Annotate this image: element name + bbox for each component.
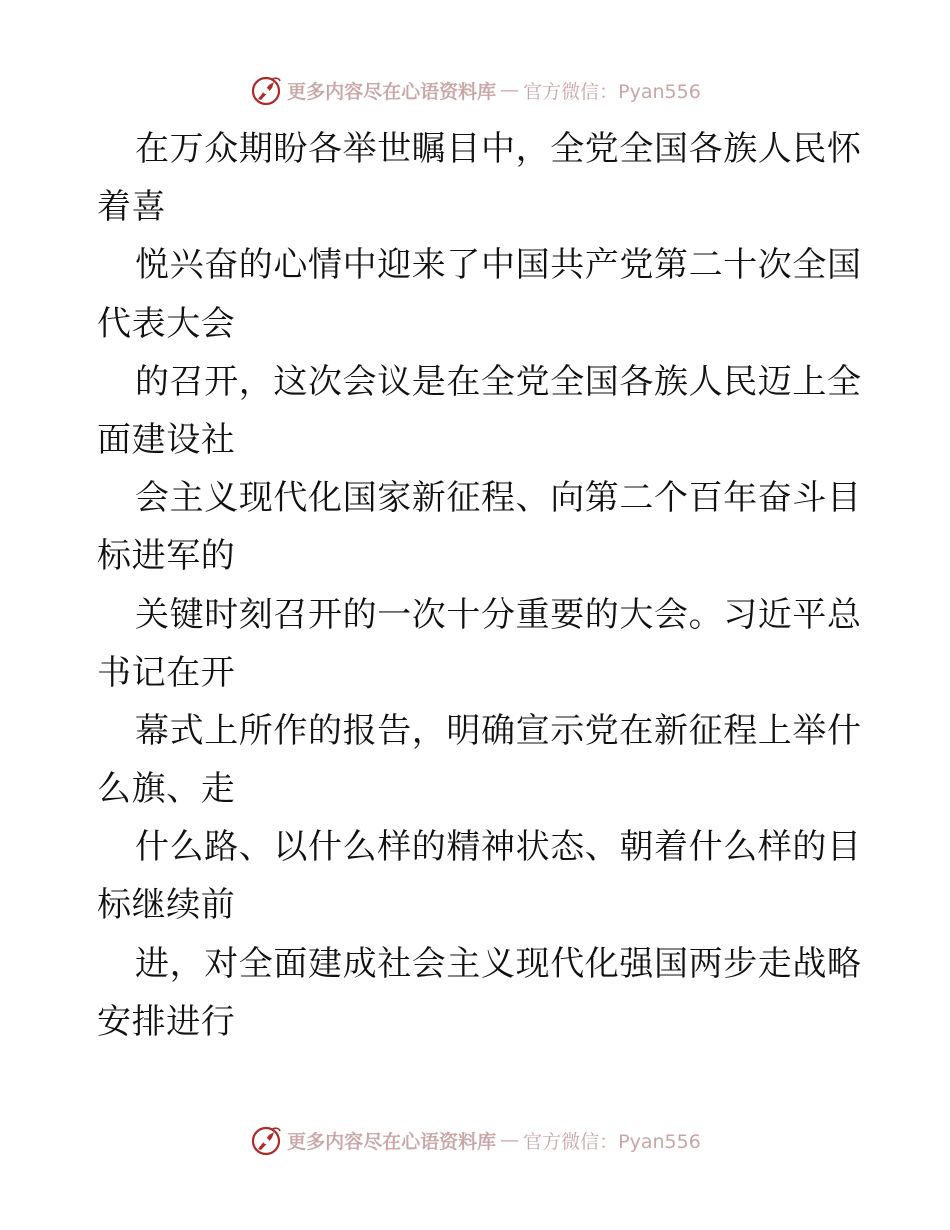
- header-banner: [249, 73, 701, 107]
- text-line: 什么路、以什么样的精神状态、朝着什么样的目: [135, 827, 862, 868]
- footer-banner-dash: —: [500, 1129, 520, 1151]
- page-footer: [0, 1120, 950, 1160]
- header-banner-dash: —: [500, 79, 520, 101]
- text-line: 在万众期盼各举世瞩目中，全党全国各族人民怀: [135, 129, 862, 169]
- header-banner-contact: 官方微信：Pyan556: [523, 80, 701, 103]
- text-line: 标进军的: [97, 536, 236, 577]
- page-header: [0, 70, 950, 110]
- footer-banner: [249, 1123, 701, 1157]
- text-line: 书记在开: [97, 652, 236, 693]
- text-line: 代表大会: [97, 303, 236, 344]
- text-line: 悦兴奋的心情中迎来了中国共产党第二十次全国: [135, 245, 862, 286]
- text-line: 进，对全面建成社会主义现代化强国两步走战略: [135, 943, 862, 984]
- text-line: 么旗、走: [97, 769, 236, 810]
- document-body: [97, 120, 862, 1051]
- header-banner-text: 更多内容尽在心语资料库: [287, 80, 497, 103]
- text-line: 标继续前: [97, 885, 236, 926]
- text-line: 的召开，这次会议是在全党全国各族人民迈上全: [135, 361, 862, 402]
- text-line: 面建设社: [97, 419, 236, 460]
- footer-banner-text: 更多内容尽在心语资料库: [287, 1130, 497, 1153]
- footer-banner-contact: 官方微信：Pyan556: [523, 1130, 701, 1153]
- pen-nib-logo-icon: [249, 73, 283, 107]
- text-line: 幕式上所作的报告，明确宣示党在新征程上举什: [135, 710, 862, 751]
- text-line: 着喜: [97, 187, 167, 228]
- text-line: 会主义现代化国家新征程、向第二个百年奋斗目: [135, 478, 862, 519]
- text-line: 安排进行: [97, 1001, 236, 1042]
- text-line: 关键时刻召开的一次十分重要的大会。习近平总: [135, 594, 862, 635]
- pen-nib-logo-icon: [249, 1123, 283, 1157]
